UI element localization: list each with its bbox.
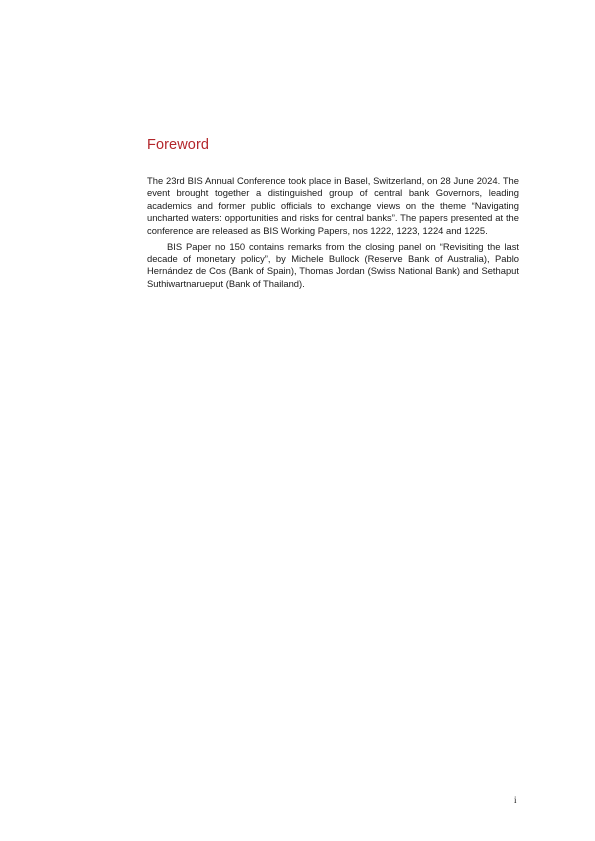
body-text [147,175,519,290]
paragraph-closing-panel: BIS Paper no 150 contains remarks from the closing panel on “Revisiting the last decade of monetary policy”, by Michele Bullock (Reserve Bank of Australia), Pablo Hernández de Cos (Bank of Spain), Thomas Jordan (Swiss National Bank) and Sethaput Suthiwartnarueput (Bank of Thailand). [147,240,519,289]
page-title: Foreword [147,137,210,153]
page-number: i [514,795,517,805]
paragraph-conference-intro: The 23rd BIS Annual Conference took place in Basel, Switzerland, on 28 June 2024. The event brought together a distinguished group of central bank Governors, leading academics and former public officials to exchange views on the theme “Navigating uncharted waters: opportunities and risks for central banks”. The papers presented at the conference are released as BIS Working Papers, nos 1222, 1223, 1224 and 1225. [147,175,519,236]
